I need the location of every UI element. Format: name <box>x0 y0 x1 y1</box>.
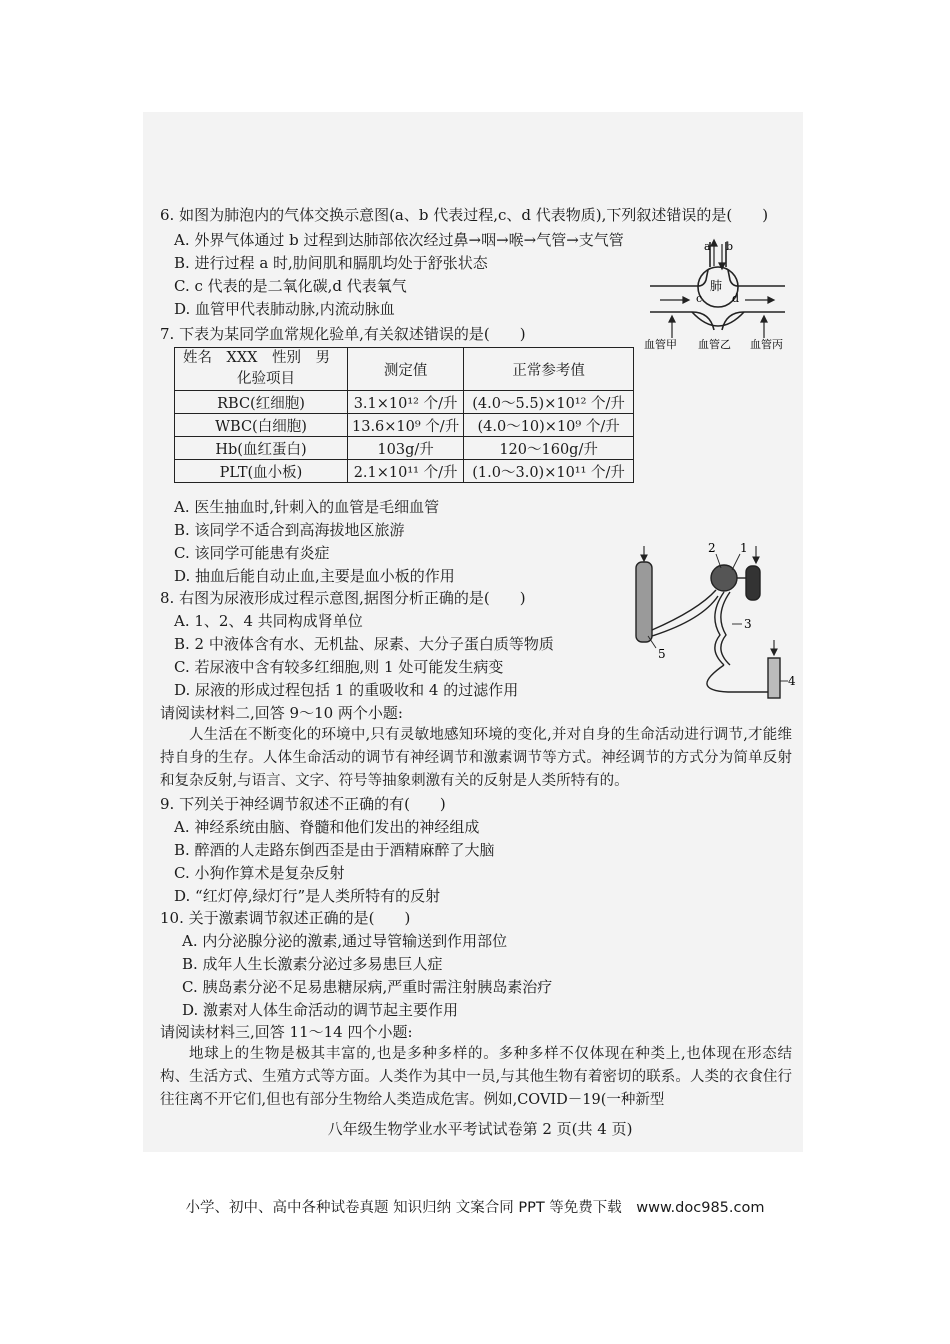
material2-intro: 请阅读材料二,回答 9～10 两个小题: <box>160 704 403 722</box>
q8-option-b: B. 2 中液体含有水、无机盐、尿素、大分子蛋白质等物质 <box>174 635 554 653</box>
label-1: 1 <box>740 541 748 555</box>
label-c: c <box>696 292 703 305</box>
q10-option-d: D. 激素对人体生命活动的调节起主要作用 <box>182 1001 459 1019</box>
q7-option-b: B. 该同学不适合到高海拔地区旅游 <box>174 521 405 539</box>
q10-option-b: B. 成年人生长激素分泌过多易患巨人症 <box>182 955 443 973</box>
q7-stem: 7. 下表为某同学血常规化验单,有关叙述错误的是( ) <box>160 325 526 343</box>
q10-option-c: C. 胰岛素分泌不足易患糖尿病,严重时需注射胰岛素治疗 <box>182 978 553 996</box>
label-5: 5 <box>658 647 666 661</box>
label-2: 2 <box>708 541 716 555</box>
label-vessel-1: 血管甲 <box>644 338 677 351</box>
q6-option-a: A. 外界气体通过 b 过程到达肺部依次经过鼻→咽→喉→气管→支气管 <box>174 231 624 249</box>
label-lung: 肺 <box>710 279 723 293</box>
label-vessel-3: 血管丙 <box>750 338 783 351</box>
material2-text: 人生活在不断变化的环境中,只有灵敏地感知环境的变化,并对自身的生命活动进行调节,才能维持自身的生存。人体生命活动的调节有神经调节和激素调节等方式。神经调节的方式分为简单反射和复杂反射,与语言、文字、符号等抽象刺激有关的反射是人类所特有的。 <box>160 727 792 789</box>
material3-intro: 请阅读材料三,回答 11～14 四个小题: <box>160 1023 413 1041</box>
q9-option-b: B. 醉酒的人走路东倒西歪是由于酒精麻醉了大脑 <box>174 841 495 859</box>
q6-option-d: D. 血管甲代表肺动脉,内流动脉血 <box>174 300 395 318</box>
q7-option-a: A. 医生抽血时,针刺入的血管是毛细血管 <box>174 498 440 516</box>
q9-option-d: D. “红灯停,绿灯行”是人类所特有的反射 <box>174 887 441 905</box>
table-row: WBC(白细胞) 13.6×10⁹ 个/升 (4.0～10)×10⁹ 个/升 <box>175 414 634 437</box>
download-banner: 小学、初中、高中各种试卷真题 知识归纳 文案合同 PPT 等免费下载 www.doc985.com <box>185 1200 765 1216</box>
table-header-measured: 测定值 <box>348 348 464 391</box>
q9-option-c: C. 小狗作算术是复杂反射 <box>174 864 345 882</box>
q7-option-d: D. 抽血后能自动止血,主要是血小板的作用 <box>174 567 455 585</box>
q10-stem: 10. 关于激素调节叙述正确的是( ) <box>160 909 411 927</box>
label-vessel-2: 血管乙 <box>698 338 731 351</box>
page-footer: 八年级生物学业水平考试试卷第 2 页(共 4 页) <box>327 1120 633 1138</box>
table-row: Hb(血红蛋白) 103g/升 120～160g/升 <box>175 437 634 460</box>
label-d: d <box>732 292 740 305</box>
label-a: a <box>704 240 711 253</box>
q10-option-a: A. 内分泌腺分泌的激素,通过导管输送到作用部位 <box>182 932 508 950</box>
material3-text: 地球上的生物是极其丰富的,也是多种多样的。多种多样不仅体现在种类上,也体现在形态结构、生活方式、生殖方式等方面。人类作为其中一员,与其他生物有着密切的联系。人类的衣食住行往往离不开它们,但也有部分生物给人类造成危害。例如,COVID－19(一种新型 <box>160 1046 792 1108</box>
q6-option-b: B. 进行过程 a 时,肋间肌和膈肌均处于舒张状态 <box>174 254 488 272</box>
q8-option-c: C. 若尿液中含有较多红细胞,则 1 处可能发生病变 <box>174 658 504 676</box>
q8-option-a: A. 1、2、4 共同构成肾单位 <box>174 612 363 630</box>
alveolus-gas-exchange-figure <box>640 230 795 355</box>
label-4: 4 <box>788 674 796 688</box>
q7-option-c: C. 该同学可能患有炎症 <box>174 544 330 562</box>
label-b: b <box>726 240 734 253</box>
label-3: 3 <box>744 617 752 631</box>
q9-stem: 9. 下列关于神经调节叙述不正确的有( ) <box>160 795 446 813</box>
q8-stem: 8. 右图为尿液形成过程示意图,据图分析正确的是( ) <box>160 589 526 607</box>
q9-option-a: A. 神经系统由脑、脊髓和他们发出的神经组成 <box>174 818 480 836</box>
blood-test-table <box>174 347 634 483</box>
nephron-figure <box>628 540 798 710</box>
table-row: RBC(红细胞) 3.1×10¹² 个/升 (4.0～5.5)×10¹² 个/升 <box>175 391 634 414</box>
table-header-patient: 姓名 XXX 性别 男 化验项目 <box>175 348 348 391</box>
q6-option-c: C. c 代表的是二氧化碳,d 代表氧气 <box>174 277 407 295</box>
q6-stem: 6. 如图为肺泡内的气体交换示意图(a、b 代表过程,c、d 代表物质),下列叙述错误的是( ) <box>160 206 769 224</box>
table-header-reference: 正常参考值 <box>464 348 634 391</box>
table-row: PLT(血小板) 2.1×10¹¹ 个/升 (1.0～3.0)×10¹¹ 个/升 <box>175 460 634 483</box>
q8-option-d: D. 尿液的形成过程包括 1 的重吸收和 4 的过滤作用 <box>174 681 519 699</box>
